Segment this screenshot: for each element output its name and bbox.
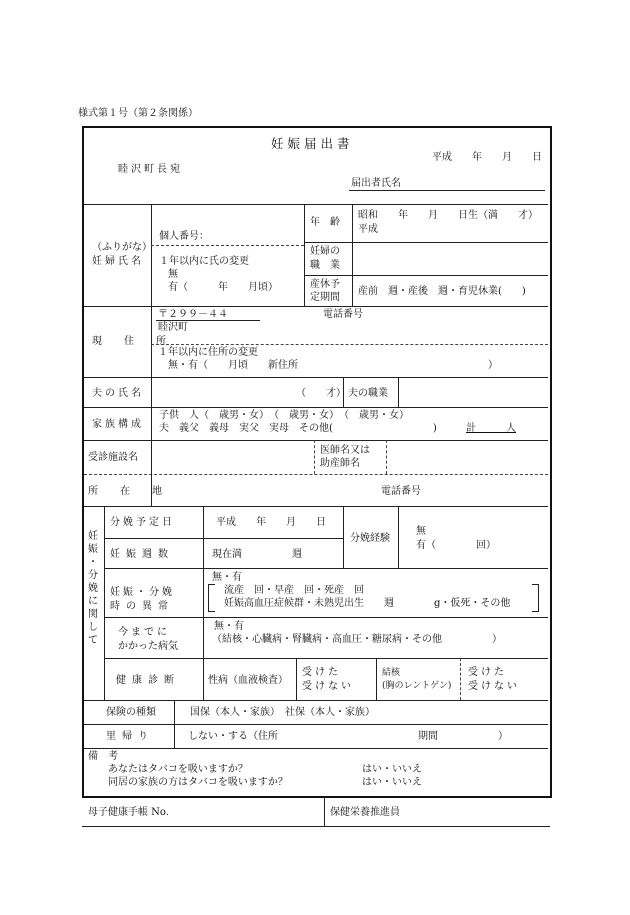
col-divider [352, 204, 353, 306]
illness-list[interactable]: （結核・心臓病・腎臓病・高血圧・糖尿病・その他 ） [212, 634, 502, 645]
submission-date[interactable]: 平成 年 月 日 [432, 152, 542, 163]
address-phone-label: 電話番号 [323, 309, 363, 320]
col-divider [314, 440, 315, 474]
delivery-experience-label: 分娩経験 [350, 533, 390, 544]
col-divider [343, 506, 344, 568]
row-divider [84, 377, 548, 378]
name-label: 妊婦氏名 [92, 256, 144, 267]
syphilis-not-received[interactable]: 受けない [302, 681, 354, 692]
family-smoking-question: 同居の家族の方はタバコを吸いますか？ [108, 777, 288, 788]
insurance-label: 保険の種類 [106, 707, 156, 718]
side-label-char: し [88, 622, 98, 633]
birth-date-heisei[interactable]: 平成 [358, 224, 378, 235]
row-divider [84, 440, 548, 441]
location-label: 所 在 地 [88, 486, 168, 497]
row-divider [84, 724, 548, 725]
delivery-yes[interactable]: 有（ 回） [416, 540, 496, 551]
postal-code[interactable]: 〒２９９－４４ [158, 309, 228, 320]
row-divider [84, 700, 548, 701]
illness-choice[interactable]: 無・有 [214, 621, 244, 632]
bracket-right [532, 584, 539, 612]
bracket-left [208, 584, 215, 612]
side-label-char: ・ [88, 557, 98, 568]
address-move-label: １年以内に住所の変更 [158, 347, 258, 358]
side-label-char: 分 [88, 570, 98, 581]
addressee: 睦沢町長宛 [118, 164, 183, 175]
footer-divider [324, 796, 325, 826]
side-label-char: 妊 [88, 531, 98, 542]
homecoming-label: 里帰り [106, 731, 154, 742]
remarks-label: 備 考 [88, 751, 118, 762]
row-divider [304, 275, 548, 276]
abnormal-choice[interactable]: 無・有 [212, 572, 242, 583]
name-change-none[interactable]: 無 [168, 269, 178, 280]
insurance-value[interactable]: 国保（本人・家族） 社保（本人・家族） [190, 707, 375, 718]
smoking-answer[interactable]: はい・いいえ [362, 764, 422, 775]
husband-name-label: 夫の氏名 [92, 388, 144, 399]
row-divider [84, 204, 548, 205]
form-number: 様式第１号（第２条関係） [78, 108, 198, 119]
family-members[interactable]: 夫 義父 義母 実父 実母 その他( ) [159, 423, 437, 434]
doctor-label: 医師名又は [320, 445, 370, 456]
due-date-label: 分娩予定日 [110, 517, 175, 528]
delivery-none[interactable]: 無 [416, 526, 426, 537]
side-label-char: 娩 [88, 583, 98, 594]
col-divider [386, 440, 387, 474]
location-phone-label: 電話番号 [381, 486, 421, 497]
husband-job-label: 夫の職業 [348, 388, 388, 399]
col-divider [376, 658, 377, 700]
address-label: 現 住 所 [92, 336, 172, 347]
facility-label: 受診施設名 [88, 452, 138, 463]
syphilis-received[interactable]: 受けた [302, 667, 341, 678]
leave-label: 産休予 [310, 279, 340, 290]
doctor-label-2: 助産師名 [320, 458, 360, 469]
pregnancy-side-label [88, 530, 100, 647]
homecoming-value[interactable]: しない・する（住所 期間 ） [188, 731, 508, 742]
col-divider [104, 506, 105, 700]
leave-value[interactable]: 産前 週・産後 週・育児休業( ) [358, 286, 526, 297]
row-divider [84, 474, 548, 475]
postal-underline [156, 320, 260, 321]
nurse-label: 保健栄養推進員 [330, 807, 400, 818]
illness-label: 今までに [118, 627, 170, 638]
furigana-divider [151, 245, 304, 246]
row-divider [104, 538, 344, 539]
furigana-label: （ふりがな） [92, 242, 152, 253]
syphilis-label: 性病（血液検査） [208, 675, 288, 686]
row-divider [84, 306, 548, 307]
col-divider [203, 506, 204, 700]
health-check-label: 健康診断 [116, 675, 180, 686]
applicant-name-field[interactable] [349, 190, 545, 191]
occupation-label-2: 職 業 [310, 260, 340, 271]
row-divider [84, 506, 548, 507]
row-divider [104, 617, 548, 618]
row-divider [304, 242, 548, 243]
tb-received[interactable]: 受けた [468, 667, 507, 678]
side-label-char: に [88, 596, 98, 607]
age-label: 年 齢 [310, 217, 340, 228]
tb-label-2: (胸のレントゲン) [382, 681, 452, 691]
row-divider [84, 748, 548, 749]
town-name[interactable]: 睦沢町 [158, 322, 188, 333]
col-divider [398, 377, 399, 407]
birth-date-showa[interactable]: 昭和 年 月 日生（満 才） [358, 210, 538, 221]
col-divider [343, 377, 344, 407]
smoking-question: あなたはタバコを吸いますか？ [108, 764, 248, 775]
illness-label-2: かかった病気 [118, 641, 178, 652]
row-divider [104, 568, 548, 569]
occupation-label: 妊婦の [310, 246, 340, 257]
weeks-value[interactable]: 現在満 週 [212, 549, 302, 560]
address-move-value[interactable]: 無・有（ 月頃 新住所 ） [168, 360, 498, 371]
tb-not-received[interactable]: 受けない [468, 681, 520, 692]
col-divider [398, 506, 399, 568]
col-divider [296, 658, 297, 700]
due-date-value[interactable]: 平成 年 月 日 [216, 517, 326, 528]
family-label: 家族構成 [92, 419, 144, 430]
husband-age[interactable]: （ 才） [296, 388, 346, 399]
abnormal-label-2: 時の異常 [110, 601, 174, 612]
side-label-char: 関 [88, 609, 98, 620]
abnormal-line-2[interactable]: 妊娠高血圧症候群・未熟児出生 週 g・仮死・その他 [224, 598, 511, 609]
row-divider [104, 658, 548, 659]
family-children[interactable]: 子供 人（ 歳男・女） （ 歳男・女） （ 歳男・女） [159, 410, 409, 421]
family-smoking-answer[interactable]: はい・いいえ [362, 777, 422, 788]
footer-bottom-line [82, 826, 550, 827]
family-total[interactable]: 計 人 [466, 423, 516, 434]
col-divider [304, 204, 305, 306]
abnormal-label: 妊娠・分娩 [110, 587, 175, 598]
leave-label-2: 定期間 [310, 292, 340, 303]
side-label-char: 娠 [88, 544, 98, 555]
col-divider [460, 658, 461, 700]
form-title: 妊娠届出書 [271, 136, 354, 151]
name-change-label: １年以内に氏の変更 [159, 256, 249, 267]
address-divider [151, 344, 548, 345]
weeks-label: 妊娠週数 [110, 549, 174, 560]
applicant-name-label: 届出者氏名 [351, 178, 401, 189]
side-label-char: て [88, 635, 98, 646]
row-divider [84, 407, 548, 408]
handbook-number-label: 母子健康手帳 No. [88, 807, 169, 818]
abnormal-line-1[interactable]: 流産 回・早産 回・死産 回 [224, 585, 364, 596]
col-divider [174, 700, 175, 748]
name-change-yes[interactable]: 有（ 年 月頃） [168, 282, 278, 293]
personal-number-label: 個人番号： [159, 231, 209, 242]
tb-label: 結核 [382, 668, 401, 678]
